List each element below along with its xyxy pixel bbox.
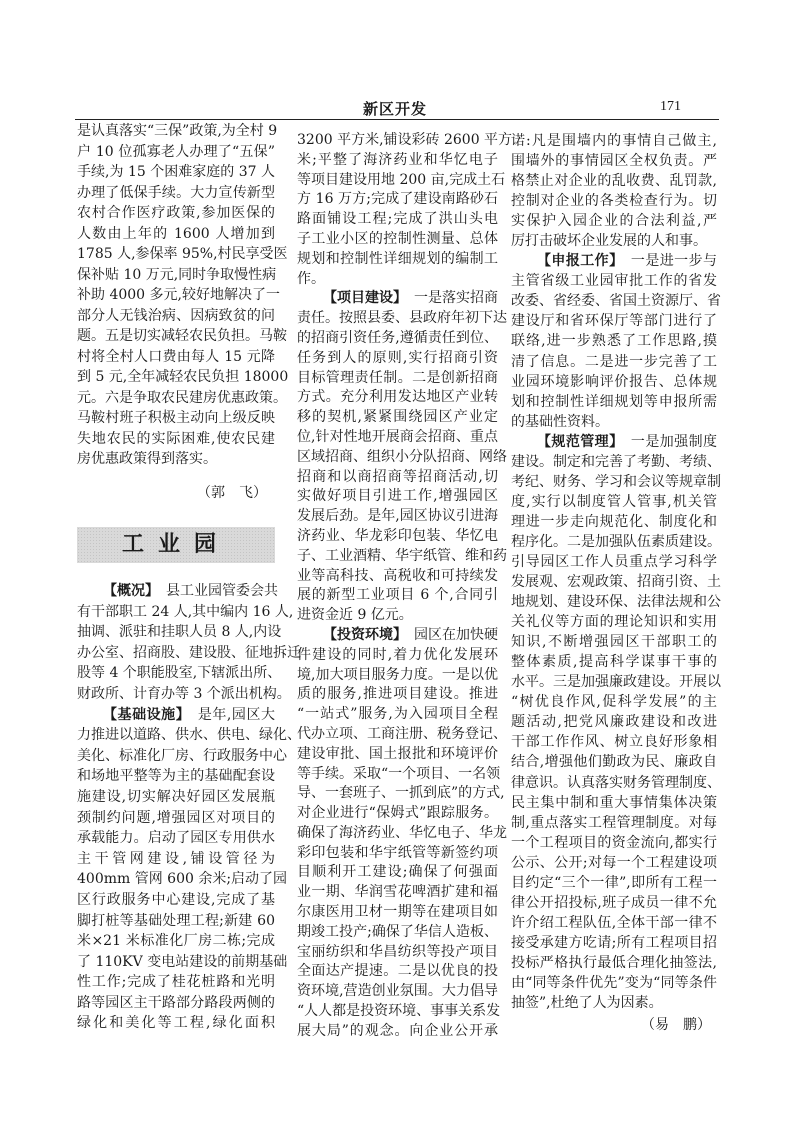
text-line: 公示、公开;对每一个工程建设项 [511,854,717,871]
text-line: 财政所、计育办等 3 个派出机构。 [77,685,291,702]
text-line: 失地农民的实际困难,使农民建 [77,430,275,447]
text-line: 件建设的同时,着力优化发展环 [297,646,498,663]
text-line: 资环境,营造创业氛围。大力倡导 [297,983,498,1000]
text-line: 一是落实招商 [400,290,498,307]
paragraph [77,705,301,1035]
text-line: 格禁止对企业的乱收费、乱罚款, [511,173,717,190]
text-line: 一是进一步与 [616,253,717,270]
text-line: 水平。三是加强廉政建设。开展以 [511,674,721,691]
text-line: 抽签”,杜绝了人为因素。 [511,995,663,1012]
text-line: 知识,不断增强园区干部职工的 [511,634,717,651]
text-line: 业等高科技、高税收和可持续发 [297,567,498,584]
text-line: 划和控制性详细规划等申报所需 [511,393,717,410]
text-line: 股等 4 个职能股室,下辖派出所、 [77,665,282,682]
text-line: 路等园区主干路部分路段两侧的 [77,994,275,1011]
text-line: 3200 平方米,铺设彩砖 2600 平方 [297,132,513,148]
text-line [511,432,717,452]
text-line: 1785 人,参保率 95%,村民享受医 [77,246,288,262]
text-line: 方 16 万方;完成了建设南路砂石 [297,191,498,208]
paragraph [297,131,513,289]
text-line: 展大局”的观念。向企业公开承 [297,1022,498,1039]
section-heading: 【规范管理】 [537,433,617,450]
text-line: 投标严格执行最低合理化抽签法, [511,954,717,971]
text-line: 规划和控制性详细规划的编制工 [297,250,498,267]
text-line: 作。 [297,270,325,287]
section-heading: 【概况】 [103,583,152,599]
text-line: 绿化和美化等工程,绿化面积 [77,1015,275,1032]
text-line: 境,加大项目服务力度。一是以优 [297,666,498,683]
text-line: 代办立项、工商注册、税务登记、 [297,725,507,742]
text-line [77,705,275,726]
text-line: 实做好项目引进工作,增强园区 [297,488,498,505]
text-line: 是认真落实“三保”政策,为全村 9 [77,123,278,139]
text-line: 户 10 位孤寡老人办理了“五保” [77,143,275,160]
text-line: 结合,增强他们勤政为民、廉政自 [511,754,717,771]
text-line: 引导园区工作人员重点学习科学 [511,553,717,570]
text-line: 移的契机,紧紧围绕园区产业定 [297,409,498,426]
section-banner: 工业园 [77,527,275,563]
paragraph [297,626,507,1042]
paragraph [77,121,289,470]
paragraph [511,131,717,251]
text-line: 接受承建方吃请;所有工程项目招 [511,934,717,951]
author-credit: （郭 飞） [197,485,267,501]
text-line: 民主集中制和重大事情集体决策 [511,794,717,811]
text-line: 诺:凡是围墙内的事情自己做主, [511,133,717,149]
text-line: 围墙外的事情园区全权负责。严 [511,153,717,170]
text-line: 任务到人的原则,实行招商引资 [297,349,498,366]
paragraph [511,432,721,1013]
text-line: 主干管网建设,铺设管径为 [77,850,275,867]
column1-top-text [77,121,289,470]
text-line: 题。五是切实减轻农民负担。马鞍 [77,328,287,344]
text-line: 性工作;完成了桂花桩路和光明 [77,974,275,991]
text-line: “一站式”服务,为入园项目全程 [297,706,498,723]
text-line: 房优惠政策得到落实。 [77,451,217,467]
text-line [77,581,278,602]
text-line: 颈制约问题,增强园区对项目的 [77,809,275,826]
header-rule [75,119,719,120]
text-line: 目顺利开工建设;确保了何强面 [297,864,498,881]
text-line: 子工业小区的控制性测量、总体 [297,230,498,247]
text-line: 关礼仪等方面的理论知识和实用 [511,614,717,631]
text-line: 建设。制定和完善了考勤、考绩、 [511,453,721,470]
text-line [297,626,498,646]
text-line: 展的新型工业项目 6 个,合同引 [297,587,498,604]
text-line: 清了信息。二是进一步完善了工 [511,353,717,370]
text-line: 建设审批、国土报批和环境评价 [297,745,498,762]
text-line: 许介绍工程队伍,全体干部一律不 [511,914,717,931]
text-line: 实保护入园企业的合法利益,严 [511,213,717,230]
text-line: 等手续。采取“一个项目、一名领 [297,765,501,782]
text-line: 马鞍村班子积极主动向上级反映 [77,410,275,426]
text-line: 进资金近 9 亿元。 [297,607,413,624]
text-line: 和场地平整等为主的基础配套设 [77,768,275,785]
text-line: 确保了海济药业、华忆电子、华龙 [297,824,507,841]
text-line: 到 5 元,全年减轻农民负担 18000 [77,369,289,385]
text-line: 园区在加快硬 [400,626,498,643]
text-line: 办理了低保手续。大力宣传新型 [77,184,275,201]
text-line: 施建设,切实解决好园区发展瓶 [77,788,275,805]
paragraph [77,581,301,705]
text-line: 保补贴 10 万元,同时争取慢性病 [77,266,277,283]
text-line: 由“同等条件优先”变为“同等条件 [511,974,717,991]
text-line: 有干部职工 24 人,其中编内 16 人, [77,603,294,620]
section-heading: 【申报工作】 [537,253,617,270]
text-line: 县工业园管委会共 [152,583,278,599]
section-heading: 【项目建设】 [323,290,400,307]
text-line: 目约定“三个一律”,即所有工程一 [511,874,717,891]
text-line: “人人都是投资环境、事事关系发 [297,1003,501,1020]
text-line: 位,针对性地开展商会招商、重点 [297,428,498,445]
text-line: 济药业、华龙彩印包装、华忆电 [297,527,498,544]
text-line: 控制对企业的各类检查行为。切 [511,193,717,210]
text-line: 整体素质,提高科学谋事干事的 [511,654,717,671]
text-line: 程序化。二是加强队伍素质建设。 [511,533,721,550]
text-line: 村将全村人口费由每人 15 元降 [77,348,275,365]
section-heading: 【基础设施】 [103,706,184,723]
text-line: 元。六是争取农民建房优惠政策。 [77,389,287,406]
text-line: 对企业进行“保姆式”跟踪服务。 [297,805,498,822]
text-line: 手续,为 15 个困难家庭的 37 人 [77,164,275,180]
text-line: 干部工作作风、树立良好形象相 [511,734,717,751]
text-line: 期竣工投产;确保了华信人造板、 [297,923,498,940]
text-line: 等项目建设用地 200 亩,完成土石 [297,171,506,188]
text-line: 部分人无钱治病、因病致贫的问 [77,307,275,324]
text-line: 米×21 米标准化厂房二栋;完成 [77,933,275,950]
text-line: 400mm 管网 600 余米;启动了园 [77,871,288,888]
text-line: 方式。充分利用发达地区产业转 [297,389,498,406]
text-line: 脚打桩等基础处理工程;新建 60 [77,912,275,929]
text-line: 米;平整了海济药业和华忆电子 [297,151,498,168]
text-line: 一是加强制度 [616,433,717,450]
text-line: 美化、标准化厂房、行政服务中心 [77,747,287,764]
text-line: 的基础性资料。 [511,413,609,430]
text-line: “树优良作风,促科学发展”的主 [511,694,717,711]
text-line: 区行政服务中心建设,完成了基 [77,891,275,908]
text-line: 一个工程项目的资金流向,都实行 [511,834,717,851]
text-line: 发展后劲。是年,园区协议引进海 [297,508,498,525]
text-line: 发展观、宏观政策、招商引资、土 [511,574,721,591]
text-line: 业一期、华润雪花啤酒扩建和福 [297,884,498,901]
text-line [511,251,717,271]
text-line: 抽调、派驻和挂职人员 8 人,内设 [77,624,282,641]
paragraph [511,251,721,431]
text-line: 题活动,把党风廉政建设和改进 [511,714,717,731]
text-line: 制,重点落实工程管理制度。对每 [511,814,717,831]
text-line: 联络,进一步熟悉了工作思路,摸 [511,333,717,350]
text-line: 质的服务,推进项目建设。推进 [297,686,498,703]
text-line: 路面铺设工程;完成了洪山头电 [297,211,498,228]
text-line: 是年,园区大 [183,706,276,723]
text-line: 主管省级工业园审批工作的省发 [511,273,717,290]
author-credit: （易 鹏） [641,1017,711,1033]
text-line: 尔康医用卫材一期等在建项目如 [297,904,498,921]
column2-text [297,131,513,1042]
text-line: 理进一步走向规范化、制度化和 [511,513,717,530]
text-line: 改委、省经委、省国土资源厅、省 [511,293,721,310]
text-line: 了 110KV 变电站建设的前期基础 [77,953,288,970]
column3-text [511,131,721,1013]
running-header-title: 新区开发 [362,100,427,118]
text-line [297,289,498,309]
text-line: 办公室、招商股、建设股、征地拆迁 [77,644,301,661]
paragraph [297,289,507,626]
text-line: 宝丽纺织和华昌纺织等投产项目 [297,943,498,960]
text-line: 律公开招投标,班子成员一律不允 [511,894,717,911]
text-line: 律意识。认真落实财务管理制度、 [511,774,721,791]
column1-bottom-text [77,581,301,1034]
text-line: 导、一套班子、一抓到底”的方式, [297,785,505,802]
text-line: 地规划、建设环保、法律法规和公 [511,594,721,611]
text-line: 承载能力。启动了园区专用供水 [77,830,275,847]
page-number: 171 [660,99,681,114]
text-line: 建设厅和省环保厅等部门进行了 [511,313,717,330]
text-line: 子、工业酒精、华宇纸管、维和药 [297,547,507,564]
text-line: 厉打击破坏企业发展的人和事。 [511,233,707,250]
text-line: 招商和以商招商等招商活动,切 [297,468,498,485]
text-line: 全面达产提速。二是以优良的投 [297,963,498,980]
text-line: 补助 4000 多元,较好地解决了一 [77,287,280,303]
text-line: 人数由上年的 1600 人增加到 [77,225,275,242]
text-line: 的招商引资任务,遵循责任到位、 [297,329,498,346]
text-line: 目标管理责任制。二是创新招商 [297,369,498,386]
text-line: 农村合作医疗政策,参加医保的 [77,205,275,221]
section-heading: 【投资环境】 [323,626,400,643]
text-line: 力推进以道路、供水、供电、绿化、 [77,727,301,744]
text-line: 彩印包装和华宇纸管等新签约项 [297,844,498,861]
text-line: 考纪、财务、学习和会议等规章制 [511,473,721,490]
text-line: 业园环境影响评价报告、总体规 [511,373,717,390]
text-line: 度,实行以制度管人管事,机关管 [511,493,717,510]
text-line: 责任。按照县委、县政府年初下达 [297,310,507,327]
text-line: 区域招商、组织小分队招商、网络 [297,448,507,465]
